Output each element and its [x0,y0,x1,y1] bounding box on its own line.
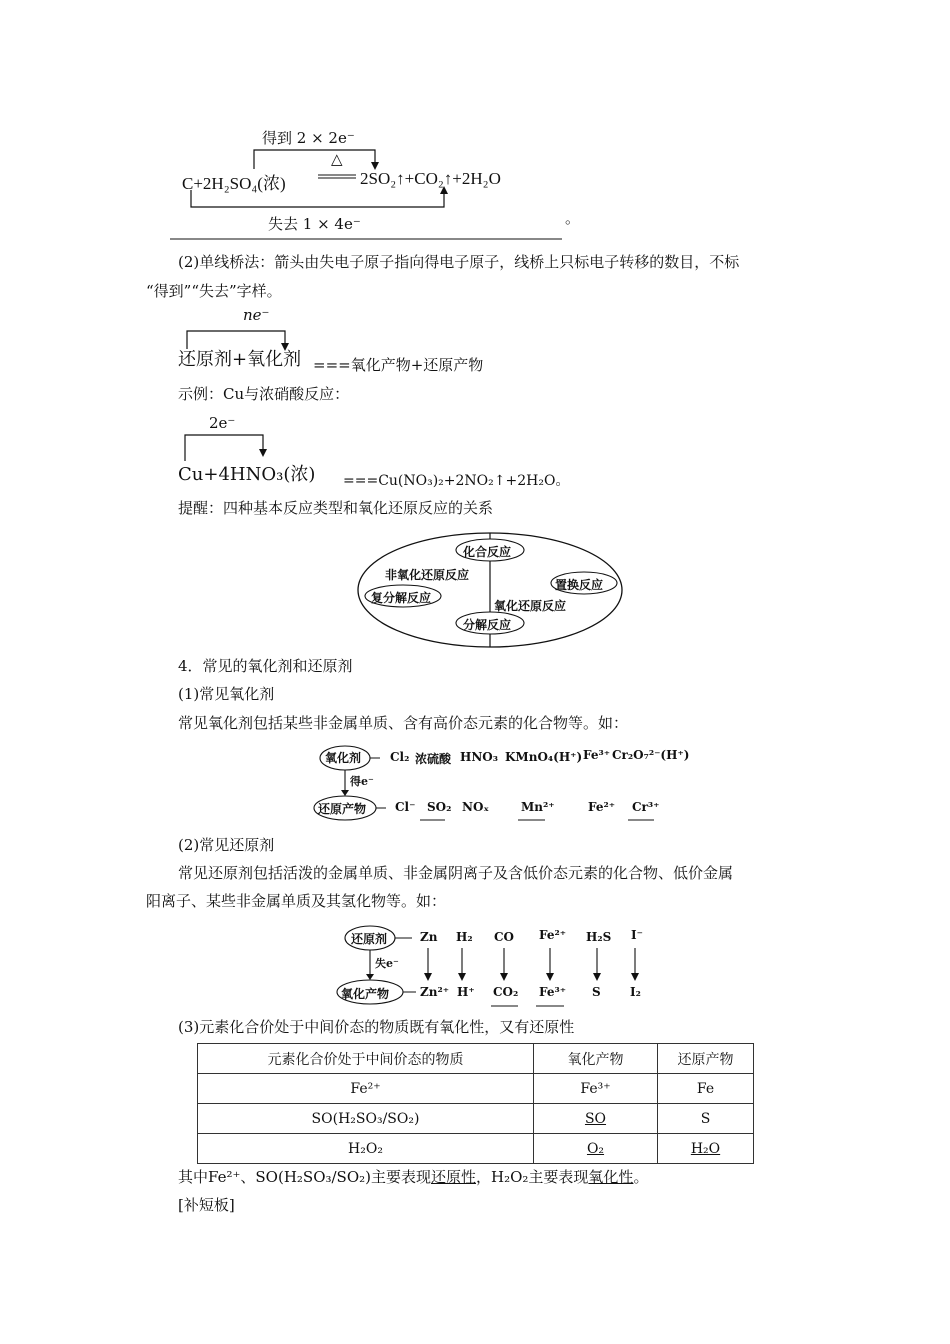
displacement-label: 置换反应 [555,578,604,592]
oxidant-2: 浓硫酸 [415,752,452,766]
summary-e: 。 [633,1168,649,1186]
eq1-reactants: C+2H₂SO₄(浓) [182,174,286,193]
reductant-desc-2: 阳离子、某些非金属单质及其氢化物等。如： [146,892,447,910]
table-row [198,1134,754,1164]
summary-reducing: 还原性 [431,1168,477,1186]
reductant-label: 还原剂 [351,932,388,946]
general-electron-label: ne⁻ [243,306,270,324]
general-right: ===氧化产物+还原产物 [313,356,484,374]
table-header: 元素化合价处于中间价态的物质 [198,1044,534,1074]
redox-label: 氧化还原反应 [494,599,567,613]
table-cell: H₂O₂ [198,1134,534,1164]
footer-label: [补短板] [178,1196,235,1214]
eq1-products: 2SO₂↑+CO₂↑+2H₂O [360,169,501,188]
reductant-subtitle: (2)常见还原剂 [178,836,275,854]
oxidant-6: Cr₂O₇²⁻(H⁺) [612,748,690,762]
product-1: Cl⁻ [395,800,416,814]
reduction-product-label: 还原产物 [318,802,367,816]
gain-e-label: 得e⁻ [350,775,374,788]
reductant-2: H₂ [456,930,473,944]
example-electron-label: 2e⁻ [209,414,236,432]
single-bridge-line1: (2)单线桥法：箭头由失电子原子指向得电子原子，线桥上只标电子转移的数目，不标 [178,253,740,271]
oxidant-4: KMnO₄(H⁺) [505,750,583,764]
ox-product-4: Fe³⁺ [539,985,567,999]
table-cell: Fe [658,1074,754,1104]
table-header: 氧化产物 [534,1044,658,1074]
period: 。 [565,209,581,227]
product-5: Fe²⁺ [588,800,616,814]
table-cell: SO [534,1104,658,1134]
ox-product-3: CO₂ [493,985,519,999]
gain-label: 得到 2 × 2e⁻ [262,129,355,147]
decomposition-label: 分解反应 [463,618,512,632]
table-cell: Fe²⁺ [198,1074,534,1104]
general-left: 还原剂+氧化剂 [178,349,302,370]
ox-product-1: Zn²⁺ [420,985,450,999]
table-cell: Fe³⁺ [534,1074,658,1104]
reductant-1: Zn [420,930,438,944]
example-left: Cu+4HNO₃(浓) [178,464,316,485]
non-redox-label: 非氧化还原反应 [385,568,470,582]
table-header-row [198,1044,754,1074]
gain-bridge-line [254,150,375,169]
oxidant-subtitle: (1)常见氧化剂 [178,685,275,703]
reminder-text: 提醒：四种基本反应类型和氧化还原反应的关系 [178,499,494,517]
loss-label: 失去 1 × 4e⁻ [268,215,361,233]
summary-oxidizing: 氧化性 [588,1168,634,1186]
single-bridge-line2: “得到”“失去”字样。 [146,282,282,300]
product-6: Cr³⁺ [632,800,660,814]
combination-label: 化合反应 [463,545,512,559]
reductant-3: CO [494,930,515,944]
oxidant-3: HNO₃ [460,750,499,764]
product-2: SO₂ [427,800,452,814]
ox-product-2: H⁺ [457,985,475,999]
section3-title: (3)元素化合价处于中间价态的物质既有氧化性，又有还原性 [178,1018,575,1036]
oxidant-5: Fe³⁺ [583,748,611,762]
ox-product-6: I₂ [630,985,641,999]
oxidant-label: 氧化剂 [325,751,362,765]
table-cell: SO(H₂SO₃/SO₂) [198,1104,534,1134]
section4-title: 4．常见的氧化剂和还原剂 [178,657,353,675]
table-header: 还原产物 [658,1044,754,1074]
summary-line [178,1166,648,1187]
table-cell: H₂O [658,1134,754,1164]
oxidation-product-label: 氧化产物 [341,987,390,1001]
example-right: ===Cu(NO₃)₂+2NO₂↑+2H₂O。 [343,473,570,489]
table-row [198,1104,754,1134]
oxidant-desc: 常见氧化剂包括某些非金属单质、含有高价态元素的化合物等。如： [178,714,629,732]
heat-condition: △ [331,150,343,168]
product-3: NOₓ [462,800,490,814]
product-4: Mn²⁺ [521,800,555,814]
summary-a: 其中Fe²⁺、SO(H₂SO₃/SO₂)主要表现 [178,1168,431,1186]
example-intro: 示例：Cu与浓硝酸反应： [178,385,350,403]
table-cell: S [658,1104,754,1134]
reductant-4: Fe²⁺ [539,928,567,942]
oxidant-1: Cl₂ [390,750,410,764]
ox-product-5: S [592,985,601,999]
double-decomp-label: 复分解反应 [371,591,432,605]
lose-e-label: 失e⁻ [375,957,399,970]
reductant-desc-1: 常见还原剂包括活泼的金属单质、非金属阴离子及含低价态元素的化合物、低价金属 [178,864,734,882]
valence-table [197,1043,754,1164]
table-row [198,1074,754,1104]
reductant-5: H₂S [586,930,612,944]
summary-c: ，H₂O₂主要表现 [476,1168,589,1186]
table-cell: O₂ [534,1134,658,1164]
reductant-6: I⁻ [631,928,643,942]
